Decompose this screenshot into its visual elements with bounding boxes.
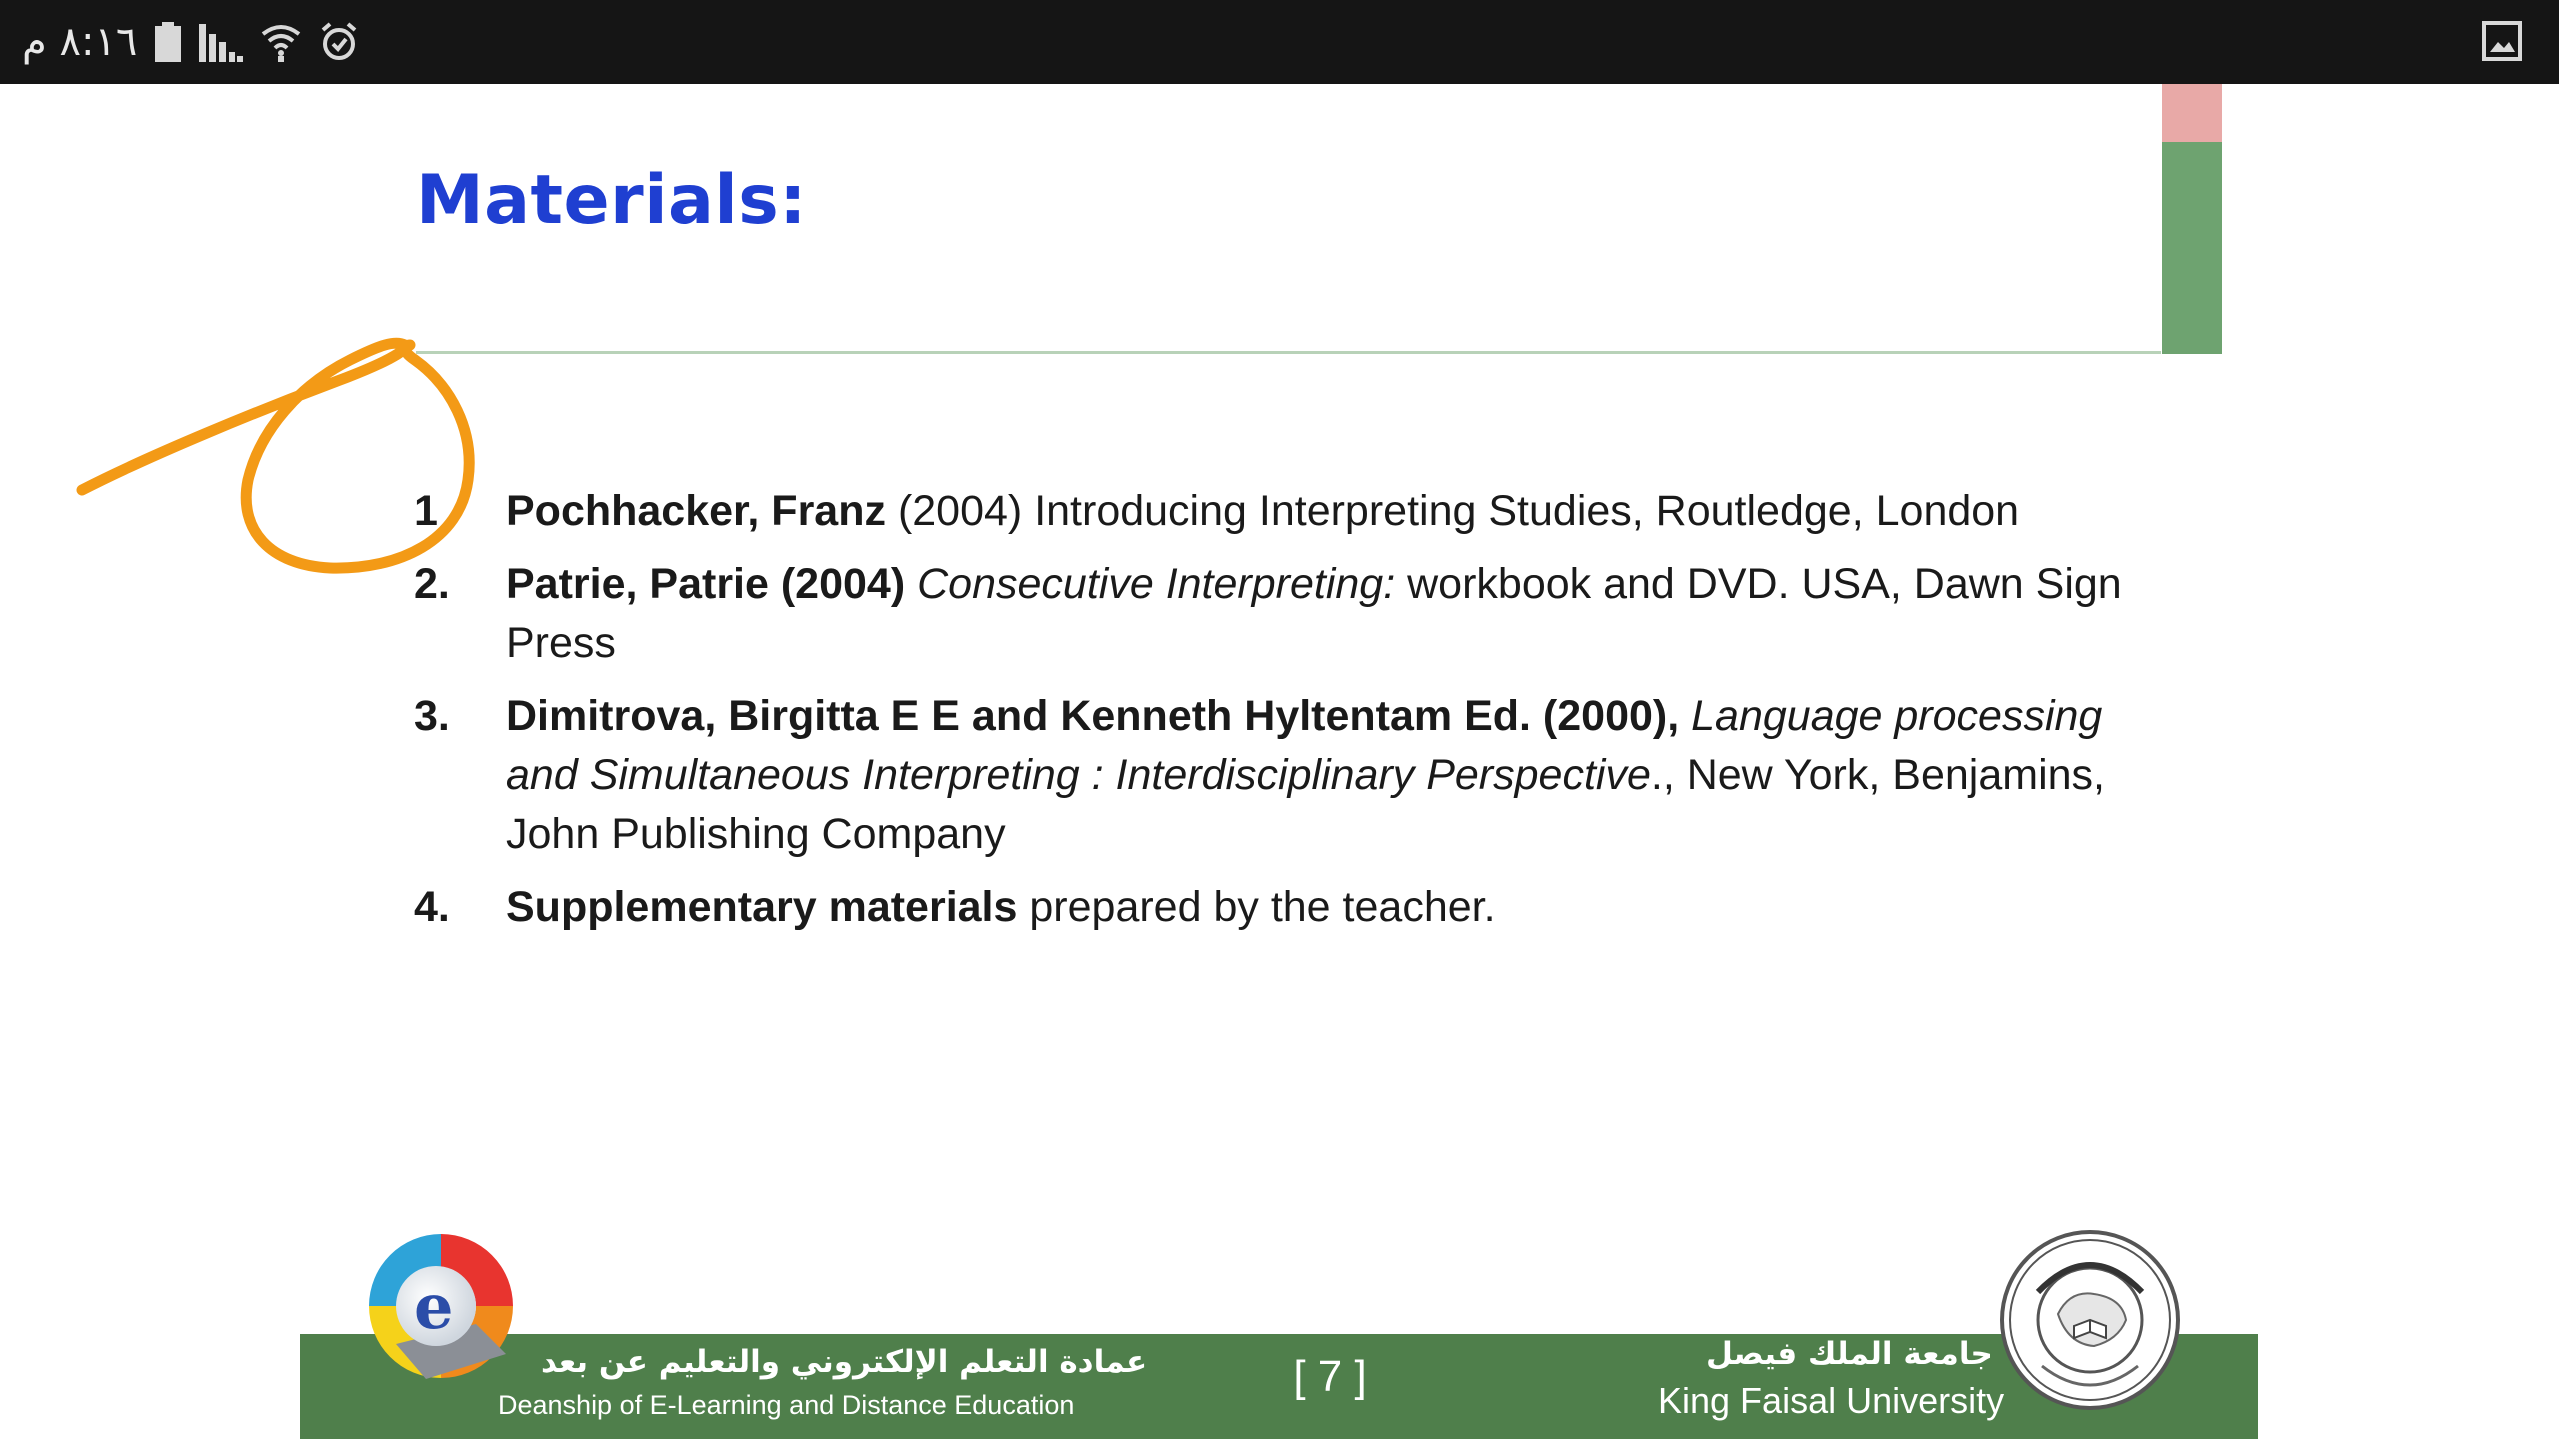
reference-text-segment: Dimitrova, Birgitta E E and Kenneth Hyltentam Ed. (2000), xyxy=(506,692,1680,740)
status-bar xyxy=(0,0,2559,84)
university-seal-logo xyxy=(1998,1228,2182,1416)
reference-number: 4. xyxy=(414,883,450,931)
svg-text:e: e xyxy=(414,1270,454,1343)
gallery-icon xyxy=(2481,20,2523,62)
reference-item xyxy=(414,482,2174,541)
reference-text-segment: (2004) Introducing Interpreting Studies, Routledge, London xyxy=(886,487,2020,535)
elearning-logo xyxy=(356,1224,526,1418)
reference-item xyxy=(414,878,2174,937)
reference-text-segment: Supplementary materials xyxy=(506,883,1018,931)
slide-title: Materials: xyxy=(416,161,807,240)
gallery-button[interactable] xyxy=(2481,20,2523,66)
accent-bar-green xyxy=(2162,142,2222,354)
university-name-arabic: جامعة الملك فيصل xyxy=(1706,1336,1993,1372)
wifi-icon xyxy=(261,22,301,62)
battery-icon xyxy=(155,22,181,62)
signal-icon xyxy=(199,22,243,62)
deanship-name-english: Deanship of E-Learning and Distance Education xyxy=(498,1390,1075,1420)
reference-number: 1 xyxy=(414,487,438,535)
reference-text-segment: ., New York, Benjamins, John Publishing Company xyxy=(506,751,2105,858)
reference-text-segment: Pochhacker, Franz xyxy=(506,487,886,535)
university-name-english: King Faisal University xyxy=(1658,1380,2005,1421)
reference-text-segment: Language processing and Simultaneous Interpreting : Interdisciplinary Perspective xyxy=(506,692,2103,799)
status-left-group xyxy=(22,14,359,70)
page-number: [ 7 ] xyxy=(1293,1352,1367,1401)
reference-number: 3. xyxy=(414,692,450,740)
reference-text-segment: Patrie, Patrie (2004) xyxy=(506,560,906,608)
deanship-name-arabic: عمادة التعلم الإلكتروني والتعليم عن بعد xyxy=(541,1344,1148,1380)
reference-text-segment: workbook and DVD. USA, Dawn Sign Press xyxy=(506,560,2122,667)
reference-list xyxy=(414,482,2174,951)
reference-number: 2. xyxy=(414,560,450,608)
reference-item xyxy=(414,555,2174,673)
reference-item xyxy=(414,687,2174,864)
accent-bar-pink xyxy=(2162,84,2222,142)
reference-text-segment: Consecutive Interpreting: xyxy=(905,560,1396,608)
reference-text-segment: prepared by the teacher. xyxy=(1017,883,1496,931)
status-time: ٨:١٦ م xyxy=(22,19,138,65)
title-divider xyxy=(416,351,2161,354)
alarm-icon xyxy=(319,22,359,62)
presentation-slide xyxy=(0,84,2559,1439)
